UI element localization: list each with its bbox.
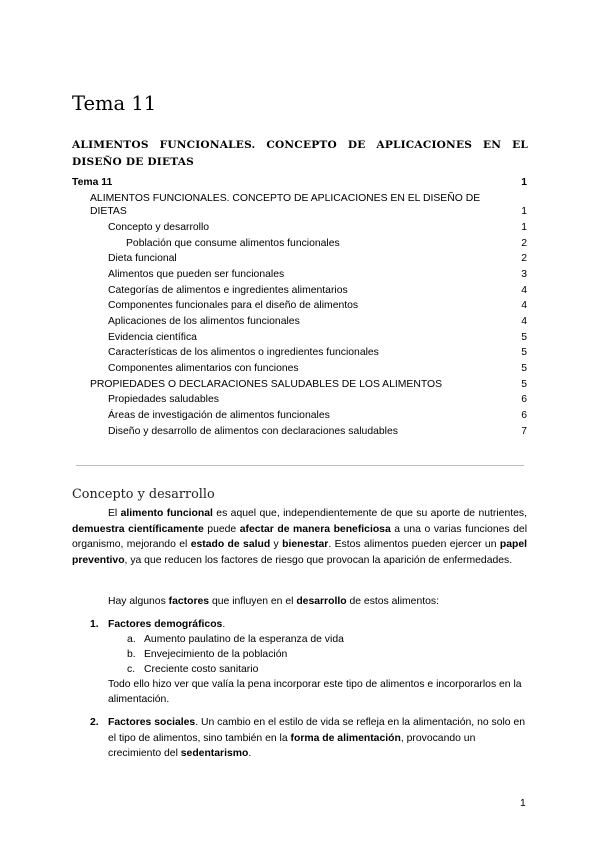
toc-entry[interactable] (108, 220, 527, 235)
toc-entry-page: 1 (521, 206, 527, 217)
page-number: 1 (520, 798, 526, 809)
toc-entry-page: 4 (521, 300, 527, 311)
toc-entry[interactable] (108, 314, 527, 329)
toc-entry[interactable] (108, 283, 527, 298)
toc-entry-label: Categorías de alimentos e ingredientes alimentarios (108, 285, 348, 296)
list-number: 1. (90, 619, 99, 630)
toc-entry-page: 1 (521, 177, 527, 188)
toc-entry-page: 7 (521, 426, 527, 437)
sub-list-item: b. Envejecimiento de la población (127, 649, 288, 660)
toc-entry[interactable] (72, 175, 527, 190)
toc-entry[interactable] (126, 236, 527, 251)
paragraph-factors-intro: Hay algunos factores que influyen en el desarrollo de estos alimentos: (108, 596, 439, 607)
toc-entry-label: Aplicaciones de los alimentos funcionales (108, 316, 300, 327)
toc-entry-label: Tema 11 (72, 177, 113, 188)
paragraph-definition: El alimento funcional es aquel que, independientemente de que su aporte de nutrientes, demuestra científicamente puede afectar de manera beneficiosa a una o varias funciones del organismo, mejorando el estado de salud y bienestar. Estos alimentos pueden ejercer un papel preventivo, ya que reducen los factores de riesgo que provocan la aparición de enfermedades. (72, 508, 528, 566)
toc-entry-page: 6 (521, 410, 527, 421)
sub-list-item: c. Creciente costo sanitario (127, 664, 259, 675)
toc-entry[interactable] (90, 377, 527, 392)
toc-entry-page: 5 (521, 347, 527, 358)
toc-entry-label: Alimentos que pueden ser funcionales (108, 269, 285, 280)
toc-entry-label: Características de los alimentos o ingredientes funcionales (108, 347, 379, 358)
section-heading: Concepto y desarrollo (72, 487, 215, 502)
toc-entry[interactable] (90, 204, 527, 219)
toc-entry[interactable] (108, 330, 527, 345)
toc-entry[interactable] (108, 408, 527, 423)
toc-entry[interactable] (108, 298, 527, 313)
toc-entry-page: 4 (521, 285, 527, 296)
toc-entry-label: Propiedades saludables (108, 394, 219, 405)
toc-entry-page: 5 (521, 379, 527, 390)
toc-entry-page: 4 (521, 316, 527, 327)
toc-entry-page: 6 (521, 394, 527, 405)
toc-entry-label: Componentes alimentarios con funciones (108, 363, 299, 374)
toc-entry[interactable] (108, 251, 527, 266)
toc-entry[interactable] (108, 345, 527, 360)
toc-entry-label: PROPIEDADES O DECLARACIONES SALUDABLES DE LOS ALIMENTOS (90, 379, 443, 390)
toc-entry-page: 3 (521, 269, 527, 280)
toc-entry-label: Dieta funcional (108, 253, 177, 264)
toc-entry[interactable] (108, 361, 527, 376)
sub-list-item: a. Aumento paulatino de la esperanza de vida (127, 634, 344, 645)
toc-entry[interactable] (108, 267, 527, 282)
toc-entry-label: Concepto y desarrollo (108, 222, 210, 233)
toc-entry-page: 5 (521, 332, 527, 343)
toc-entry-label: Evidencia científica (108, 332, 197, 343)
toc-entry-page: 5 (521, 363, 527, 374)
toc-entry-label: Áreas de investigación de alimentos funcionales (108, 410, 330, 421)
list-item-note: Todo ello hizo ver que valía la pena incorporar este tipo de alimentos e incorporarlos en la alimentación. (108, 679, 522, 705)
section-divider (76, 465, 524, 466)
list-item-body: Factores sociales. Un cambio en el estilo de vida se refleja en la alimentación, no solo en el tipo de alimentos, sino también en la forma de alimentación, provocando un crecimiento del sedentarismo. (108, 717, 526, 759)
document-title: Tema 11 (72, 92, 157, 115)
list-item-title: Factores demográficos. (108, 619, 226, 630)
toc-entry-label: Población que consume alimentos funcionales (126, 238, 340, 249)
toc-entry-label: Componentes funcionales para el diseño de alimentos (108, 300, 359, 311)
toc-entry[interactable] (108, 424, 527, 439)
toc-entry-page: 2 (521, 253, 527, 264)
toc-entry[interactable] (108, 392, 527, 407)
document-subtitle: ALIMENTOS FUNCIONALES. CONCEPTO DE APLICACIONES EN EL DISEÑO DE DIETAS (72, 139, 528, 168)
list-number: 2. (90, 717, 99, 728)
toc-entry-label: Diseño y desarrollo de alimentos con declaraciones saludables (108, 426, 398, 437)
toc-entry-page: 2 (521, 238, 527, 249)
toc-entry-page: 1 (521, 222, 527, 233)
toc-entry-label: DIETAS (90, 206, 127, 217)
toc-entry-label: ALIMENTOS FUNCIONALES. CONCEPTO DE APLICACIONES EN EL DISEÑO DE (90, 193, 481, 204)
